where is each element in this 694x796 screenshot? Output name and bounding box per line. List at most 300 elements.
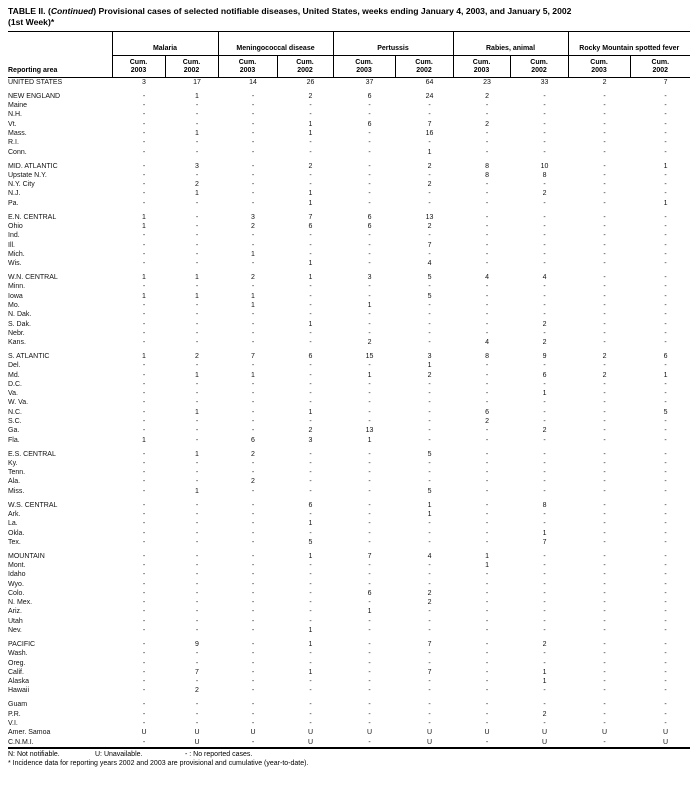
value-cell: -	[428, 459, 431, 467]
value-cell: -	[485, 678, 489, 686]
footnotes	[8, 750, 690, 769]
value-cell: -	[603, 571, 606, 579]
value-cell: 2	[602, 79, 607, 86]
value-cell: -	[309, 311, 312, 319]
table-row	[8, 338, 690, 347]
value-cell: 7	[427, 640, 432, 648]
value-cell: -	[543, 241, 546, 249]
value-cell: U	[662, 729, 669, 737]
reporting-area-header: Reporting area	[8, 32, 112, 78]
value-cell: -	[309, 678, 312, 686]
value-cell: -	[664, 139, 667, 147]
area-cell: UNITED STATES	[8, 79, 63, 86]
value-cell: -	[603, 162, 606, 170]
value-cell: -	[428, 469, 431, 477]
value-cell: -	[251, 487, 255, 495]
value-cell: -	[543, 562, 546, 569]
value-cell: -	[485, 260, 489, 268]
value-cell: -	[142, 408, 146, 416]
value-cell: -	[142, 459, 146, 467]
value-cell: U	[250, 729, 256, 737]
value-cell: -	[428, 380, 431, 388]
value-cell: -	[485, 459, 489, 467]
value-cell: 1	[308, 627, 313, 635]
value-cell: 3	[251, 213, 255, 221]
value-cell: 1	[427, 362, 432, 370]
value-cell: -	[142, 529, 146, 537]
value-cell: -	[485, 371, 489, 379]
area-cell: Idaho	[8, 571, 26, 579]
value-cell: -	[251, 738, 255, 746]
value-cell: -	[603, 120, 606, 128]
value-cell: -	[428, 478, 431, 486]
value-cell: 2	[195, 181, 199, 189]
value-cell: -	[195, 562, 199, 569]
value-cell: -	[251, 399, 255, 407]
value-cell: -	[195, 469, 199, 477]
value-cell: 2	[195, 687, 199, 695]
value-cell: -	[664, 487, 667, 495]
value-cell: -	[142, 510, 146, 518]
value-cell: -	[195, 427, 199, 435]
value-cell: -	[664, 640, 667, 648]
subcolumn-header: Cum. 2003	[218, 56, 277, 78]
value-cell: 1	[142, 222, 146, 230]
value-cell: -	[142, 668, 146, 676]
value-cell: -	[543, 478, 546, 486]
value-cell: -	[428, 139, 431, 147]
value-cell: 1	[195, 292, 199, 300]
value-cell: U	[307, 729, 314, 737]
table-row	[8, 510, 690, 519]
value-cell: -	[485, 320, 489, 328]
area-cell: Ind.	[8, 232, 20, 240]
value-cell: -	[428, 283, 431, 291]
area-cell: Conn.	[8, 148, 27, 156]
column-group-malaria: Malaria	[112, 32, 218, 56]
value-cell: -	[664, 283, 667, 291]
value-cell: 5	[427, 487, 432, 495]
value-cell: -	[142, 181, 146, 189]
value-cell: -	[428, 320, 431, 328]
value-cell: -	[195, 501, 199, 509]
value-cell: -	[485, 427, 489, 435]
value-cell: -	[195, 171, 199, 179]
table-row	[8, 282, 690, 291]
value-cell: -	[368, 102, 371, 110]
value-cell: -	[485, 102, 489, 110]
value-cell: 1	[485, 552, 489, 560]
value-cell: -	[309, 571, 312, 579]
value-cell: 1	[195, 371, 199, 379]
value-cell: -	[309, 399, 312, 407]
value-cell: -	[603, 478, 606, 486]
table-row	[8, 626, 690, 635]
value-cell: 2	[485, 120, 489, 128]
value-cell: -	[142, 362, 146, 370]
value-cell: 4	[542, 274, 547, 282]
value-cell: -	[142, 678, 146, 686]
value-cell: 1	[142, 292, 146, 300]
value-cell: -	[664, 552, 667, 560]
area-cell: C.N.M.I.	[8, 738, 34, 746]
table-row	[8, 501, 690, 510]
table-row	[8, 250, 690, 259]
value-cell: 1	[195, 190, 199, 198]
value-cell: 2	[427, 599, 432, 607]
value-cell: -	[142, 190, 146, 198]
value-cell: -	[603, 139, 606, 147]
value-cell: -	[251, 710, 255, 718]
value-cell: -	[142, 469, 146, 477]
area-cell: D.C.	[8, 380, 22, 388]
value-cell: 8	[485, 352, 489, 360]
area-cell: Calif.	[8, 668, 24, 676]
value-cell: U	[194, 738, 200, 746]
value-cell: -	[142, 538, 146, 546]
value-cell: -	[603, 710, 606, 718]
value-cell: 5	[427, 274, 432, 282]
value-cell: -	[142, 311, 146, 319]
value-cell: 10	[540, 162, 549, 170]
area-cell: N.H.	[8, 111, 22, 119]
table-row	[8, 589, 690, 598]
value-cell: -	[603, 529, 606, 537]
value-cell: 24	[425, 92, 434, 100]
legend-not-notifiable: N: Not notifiable.	[8, 750, 60, 758]
value-cell: -	[485, 510, 489, 518]
value-cell: -	[251, 130, 255, 138]
value-cell: -	[368, 311, 371, 319]
table-row	[8, 580, 690, 589]
value-cell: 6	[367, 120, 372, 128]
value-cell: -	[368, 650, 371, 658]
value-cell: -	[485, 538, 489, 546]
value-cell: -	[368, 320, 371, 328]
value-cell: 1	[308, 640, 313, 648]
table-row	[8, 487, 690, 496]
value-cell: -	[664, 687, 667, 695]
value-cell: -	[368, 710, 371, 718]
value-cell: -	[251, 241, 255, 249]
table-row	[8, 92, 690, 101]
value-cell: 7	[308, 213, 313, 221]
value-cell: 1	[142, 436, 146, 444]
value-cell: -	[251, 608, 255, 616]
value-cell: -	[142, 710, 146, 718]
table-row	[8, 292, 690, 301]
value-cell: -	[603, 589, 606, 597]
value-cell: -	[485, 478, 489, 486]
value-cell: -	[664, 538, 667, 546]
area-cell: Ariz.	[8, 608, 22, 616]
value-cell: -	[664, 529, 667, 537]
subcolumn-header: Cum. 2002	[395, 56, 453, 78]
value-cell: -	[368, 501, 371, 509]
value-cell: 1	[427, 148, 432, 156]
area-cell: Upstate N.Y.	[8, 171, 47, 179]
value-cell: -	[309, 181, 312, 189]
subcolumn-header: Cum. 2003	[333, 56, 395, 78]
value-cell: -	[195, 571, 199, 579]
value-cell: -	[664, 92, 667, 100]
value-cell: -	[543, 292, 546, 300]
value-cell: 26	[306, 79, 315, 86]
value-cell: -	[368, 148, 371, 156]
value-cell: 7	[427, 668, 432, 676]
value-cell: -	[543, 650, 546, 658]
value-cell: -	[543, 599, 546, 607]
value-cell: -	[195, 148, 199, 156]
value-cell: -	[142, 283, 146, 291]
area-cell: Vt.	[8, 120, 17, 128]
value-cell: 1	[195, 408, 199, 416]
value-cell: 2	[251, 478, 255, 486]
subcolumn-header: Cum. 2002	[277, 56, 333, 78]
value-cell: -	[368, 292, 371, 300]
value-cell: -	[543, 283, 546, 291]
value-cell: -	[603, 487, 606, 495]
title-continued: Continued	[50, 6, 94, 16]
value-cell: 1	[367, 436, 372, 444]
value-cell: -	[195, 580, 199, 588]
value-cell: -	[368, 241, 371, 249]
value-cell: -	[603, 181, 606, 189]
value-cell: -	[309, 617, 312, 625]
value-cell: -	[195, 599, 199, 607]
value-cell: -	[368, 668, 371, 676]
value-cell: -	[251, 640, 255, 648]
value-cell: 1	[142, 213, 146, 221]
value-cell: -	[664, 520, 667, 528]
value-cell: -	[142, 478, 146, 486]
value-cell: -	[195, 710, 199, 718]
value-cell: -	[664, 589, 667, 597]
value-cell: -	[603, 283, 606, 291]
value-cell: -	[195, 362, 199, 370]
value-cell: -	[485, 599, 489, 607]
value-cell: -	[603, 678, 606, 686]
value-cell: -	[142, 701, 146, 709]
value-cell: -	[368, 719, 371, 727]
table-title	[8, 6, 680, 28]
value-cell: -	[664, 190, 667, 198]
value-cell: -	[142, 608, 146, 616]
area-cell: E.N. CENTRAL	[8, 213, 57, 221]
table-row	[8, 728, 690, 737]
value-cell: -	[543, 102, 546, 110]
value-cell: -	[309, 339, 312, 347]
value-cell: -	[485, 111, 489, 119]
table-row	[8, 436, 690, 445]
value-cell: -	[142, 232, 146, 240]
value-cell: -	[543, 617, 546, 625]
table-row	[8, 361, 690, 370]
value-cell: -	[251, 650, 255, 658]
value-cell: 1	[663, 199, 668, 207]
area-cell: S. Dak.	[8, 320, 31, 328]
value-cell: -	[142, 487, 146, 495]
area-cell: La.	[8, 520, 18, 528]
area-cell: Pa.	[8, 199, 19, 207]
value-cell: U	[484, 729, 490, 737]
value-cell: -	[251, 283, 255, 291]
table-row	[8, 352, 690, 361]
value-cell: -	[428, 232, 431, 240]
table-row	[8, 110, 690, 119]
value-cell: -	[664, 469, 667, 477]
value-cell: 4	[485, 274, 489, 282]
value-cell: -	[142, 659, 146, 667]
table-row	[8, 519, 690, 528]
value-cell: -	[543, 627, 546, 635]
value-cell: -	[195, 478, 199, 486]
value-cell: U	[541, 729, 548, 737]
value-cell: 1	[308, 408, 313, 416]
value-cell: -	[485, 283, 489, 291]
value-cell: -	[368, 362, 371, 370]
value-cell: -	[664, 181, 667, 189]
value-cell: -	[195, 213, 199, 221]
value-cell: -	[368, 459, 371, 467]
value-cell: -	[428, 311, 431, 319]
table-row	[8, 607, 690, 616]
value-cell: -	[142, 390, 146, 398]
area-cell: MID. ATLANTIC	[8, 162, 58, 170]
value-cell: -	[368, 580, 371, 588]
value-cell: 3	[195, 162, 199, 170]
area-cell: Ill.	[8, 241, 15, 249]
value-cell: -	[603, 250, 606, 258]
value-cell: -	[251, 501, 255, 509]
value-cell: -	[428, 650, 431, 658]
value-cell: 2	[308, 162, 313, 170]
value-cell: -	[142, 599, 146, 607]
value-cell: -	[309, 362, 312, 370]
area-cell: Oreg.	[8, 659, 26, 667]
value-cell: -	[603, 329, 606, 337]
value-cell: -	[195, 436, 199, 444]
value-cell: -	[142, 329, 146, 337]
value-cell: -	[142, 130, 146, 138]
value-cell: -	[603, 399, 606, 407]
value-cell: -	[664, 710, 667, 718]
value-cell: 1	[308, 320, 313, 328]
value-cell: -	[142, 501, 146, 509]
value-cell: -	[309, 599, 312, 607]
value-cell: -	[603, 719, 606, 727]
value-cell: -	[195, 311, 199, 319]
value-cell: -	[603, 510, 606, 518]
value-cell: -	[664, 362, 667, 370]
value-cell: 1	[542, 668, 547, 676]
area-cell: Tenn.	[8, 469, 26, 477]
value-cell: -	[251, 427, 255, 435]
value-cell: -	[603, 599, 606, 607]
value-cell: -	[251, 617, 255, 625]
column-group-rmsf: Rocky Mountain spotted fever	[568, 32, 690, 56]
value-cell: -	[603, 362, 606, 370]
value-cell: -	[664, 260, 667, 268]
area-cell: Ga.	[8, 427, 20, 435]
value-cell: -	[428, 199, 431, 207]
value-cell: 2	[542, 320, 547, 328]
value-cell: -	[485, 390, 489, 398]
value-cell: -	[543, 222, 546, 230]
value-cell: 1	[195, 92, 199, 100]
area-cell: Maine	[8, 102, 28, 110]
value-cell: 7	[195, 668, 199, 676]
value-cell: -	[603, 659, 606, 667]
value-cell: -	[309, 139, 312, 147]
value-cell: 1	[663, 162, 668, 170]
value-cell: -	[543, 311, 546, 319]
value-cell: -	[485, 687, 489, 695]
value-cell: -	[485, 701, 489, 709]
table-row	[8, 408, 690, 417]
value-cell: -	[664, 418, 667, 426]
value-cell: -	[603, 292, 606, 300]
value-cell: -	[428, 102, 431, 110]
area-cell: Ala.	[8, 478, 21, 486]
value-cell: -	[428, 580, 431, 588]
value-cell: -	[251, 102, 255, 110]
value-cell: -	[664, 222, 667, 230]
value-cell: -	[195, 283, 199, 291]
value-cell: -	[142, 111, 146, 119]
value-cell: -	[485, 181, 489, 189]
value-cell: 8	[485, 162, 489, 170]
value-cell: -	[428, 659, 431, 667]
value-cell: -	[195, 659, 199, 667]
value-cell: -	[543, 459, 546, 467]
value-cell: -	[428, 418, 431, 426]
value-cell: -	[603, 171, 606, 179]
area-cell: Nev.	[8, 627, 22, 635]
value-cell: -	[428, 710, 431, 718]
value-cell: -	[485, 213, 489, 221]
value-cell: -	[142, 418, 146, 426]
value-cell: 2	[602, 352, 607, 360]
value-cell: -	[195, 199, 199, 207]
value-cell: 7	[251, 352, 255, 360]
value-cell: -	[664, 719, 667, 727]
value-cell: -	[603, 738, 606, 746]
value-cell: -	[543, 213, 546, 221]
table-row	[8, 686, 690, 695]
value-cell: 6	[308, 352, 313, 360]
value-cell: -	[251, 562, 255, 569]
value-cell: -	[368, 171, 371, 179]
value-cell: -	[543, 399, 546, 407]
value-cell: -	[368, 510, 371, 518]
value-cell: 2	[427, 371, 432, 379]
value-cell: -	[195, 719, 199, 727]
value-cell: -	[664, 571, 667, 579]
value-cell: -	[195, 529, 199, 537]
value-cell: -	[428, 562, 431, 569]
table-row	[8, 222, 690, 231]
footnote-legend	[8, 750, 690, 760]
area-cell: Tex.	[8, 538, 21, 546]
value-cell: -	[309, 459, 312, 467]
value-cell: -	[603, 418, 606, 426]
value-cell: -	[485, 139, 489, 147]
value-cell: -	[664, 171, 667, 179]
value-cell: -	[543, 139, 546, 147]
value-cell: U	[662, 738, 669, 746]
area-cell: W.S. CENTRAL	[8, 501, 58, 509]
